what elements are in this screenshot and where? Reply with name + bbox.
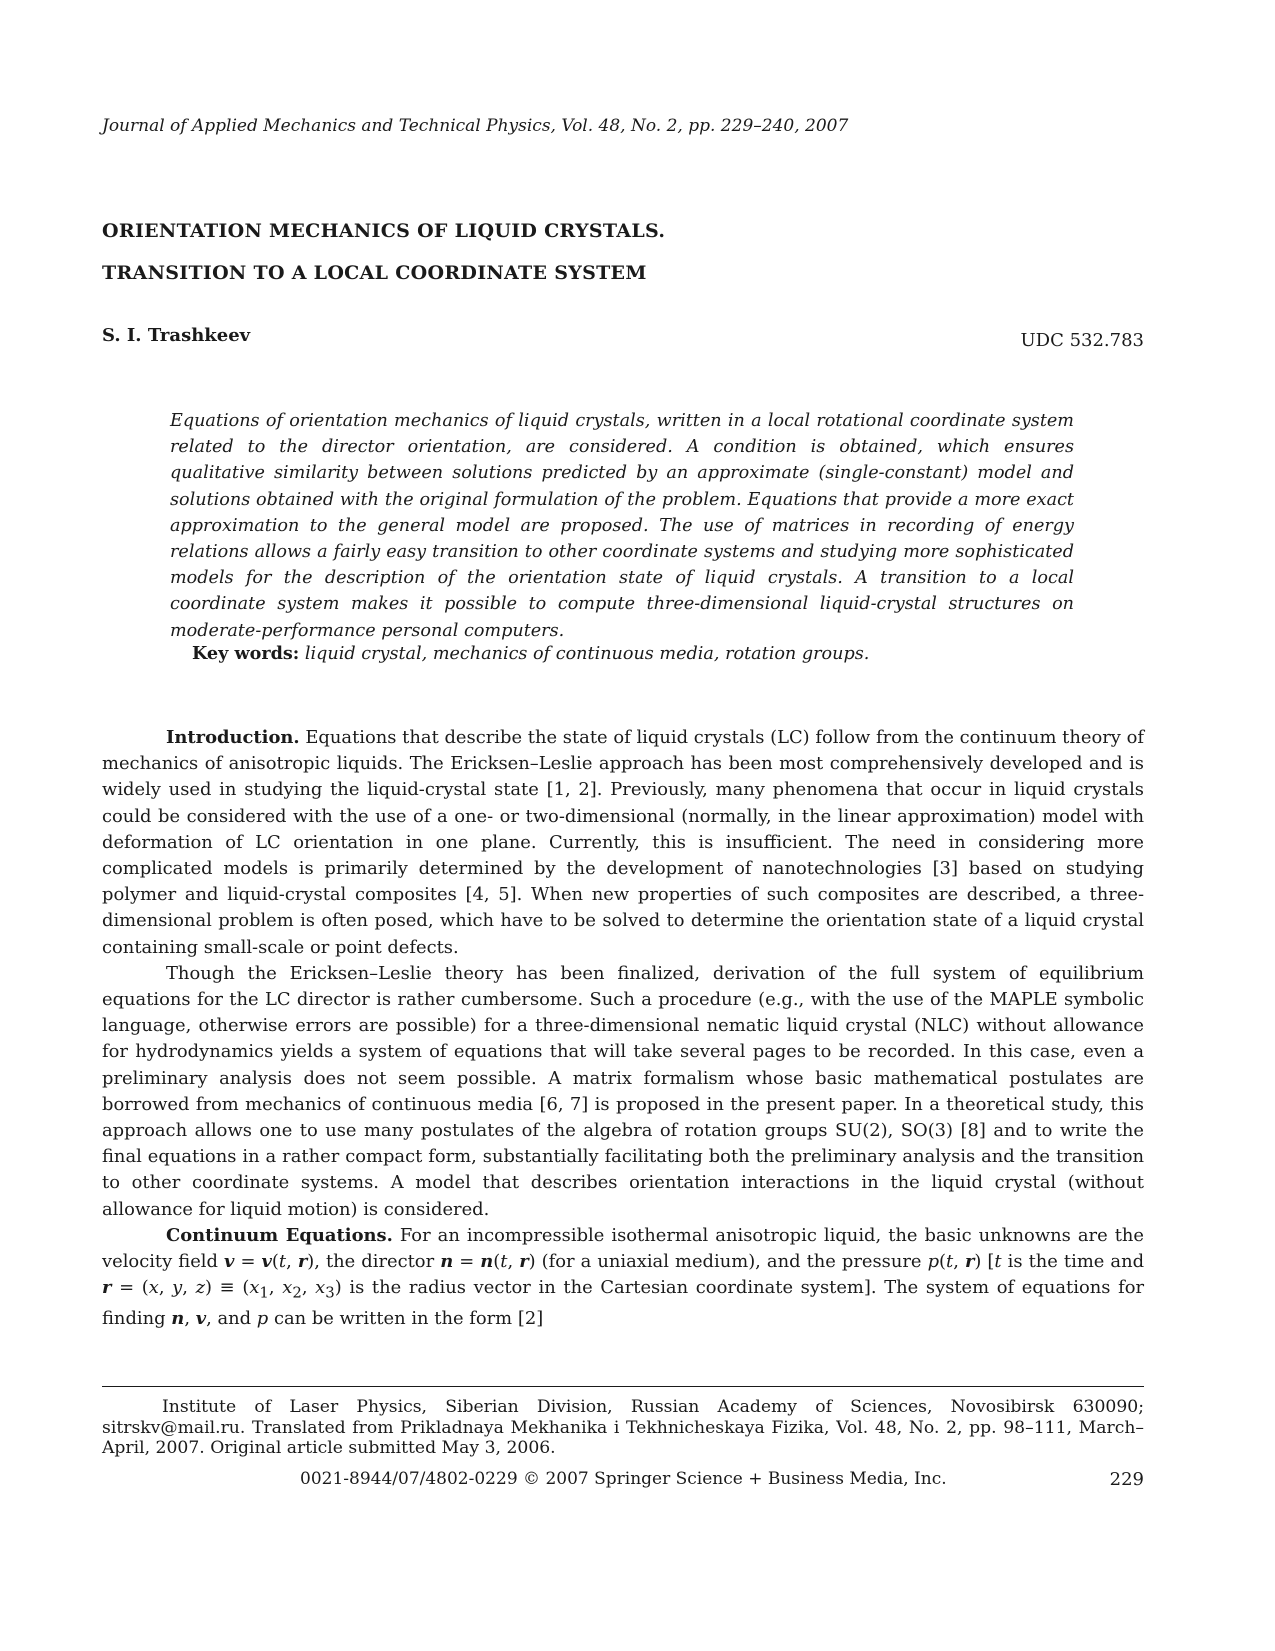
keywords-label: Key words: — [192, 643, 300, 664]
heading-introduction: Introduction. — [166, 727, 300, 748]
keywords-text: liquid crystal, mechanics of continuous media, rotation groups. — [304, 644, 870, 664]
page-number: 229 — [1109, 1469, 1144, 1490]
author: S. I. Trashkeev — [102, 325, 251, 346]
body-text — [102, 725, 1144, 1332]
copyright-line: 0021-8944/07/4802-0229 © 2007 Springer Science + Business Media, Inc. — [300, 1469, 947, 1489]
footnote — [102, 1397, 1144, 1459]
keywords — [192, 643, 869, 664]
paper-title-line-2: TRANSITION TO A LOCAL COORDINATE SYSTEM — [102, 262, 647, 284]
heading-continuum-equations: Continuum Equations. — [166, 1224, 393, 1246]
paragraph-introduction — [102, 725, 1144, 961]
paragraph-2: Though the Ericksen–Leslie theory has been finalized, derivation of the full system of equilibrium equations for the LC director is rather cumbersome. Such a procedure (e.g., with the use of the MAPLE symbolic language, otherwise errors are possible) for a three-dimensional nematic liquid crystal (NLC) without allowance for hydrodynamics yields a system of equations that will take several pages to be recorded. In this case, even a preliminary analysis does not seem possible. A matrix formalism whose basic mathematical postulates are borrowed from mechanics of continuous media [6, 7] is proposed in the present paper. In a theoretical study, this approach allows one to use many postulates of the algebra of rotation groups SU(2), SO(3) [8] and to write the final equations in a rather compact form, substantially facilitating both the preliminary analysis and the transition to other coordinate systems. A model that describes orientation interactions in the liquid crystal (without allowance for liquid motion) is considered. — [102, 962, 1144, 1220]
footnote-text: Institute of Laser Physics, Siberian Division, Russian Academy of Sciences, Novosibirsk 630090; sitrskv@mail.ru. Translated from Prikladnaya Mekhanika i Tekhnicheskaya Fizika, Vol. 48, No. 2, pp. 98–111, March–April, 2007. Original article submitted May 3, 2006. — [102, 1397, 1144, 1458]
udc-code: UDC 532.783 — [1020, 330, 1144, 351]
abstract: Equations of orientation mechanics of liquid crystals, written in a local rotational coordinate system related to the director orientation, are considered. A condition is obtained, which ensures qualitative similarity between solutions predicted by an approximate (single-constant) model and solutions obtained with the original formulation of the problem. Equations that provide a more exact approximation to the general model are proposed. The use of matrices in recording of energy relations allows a fairly easy transition to other coordinate systems and studying more sophisticated models for the description of the orientation state of liquid crystals. A transition to a local coordinate system makes it possible to compute three-dimensional liquid-crystal structures on moderate-performance personal computers. — [170, 411, 1074, 641]
journal-header: Journal of Applied Mechanics and Technical Physics, Vol. 48, No. 2, pp. 229–240, 2007 — [102, 116, 849, 136]
paragraph-continuum: Continuum Equations. For an incompressible isothermal anisotropic liquid, the basic unknowns are the velocity field v = v(t, r), the director n = n(t, r) (for a uniaxial medium), and the pressure p(t, r) [t is the time and r = (x, y, $z) \equiv (x_1$, $x_2$, $x_3$) is the radius vector in the Cartesian coordinate system]. The system of equations for finding n, v, and p can be written in the form [2] — [102, 1224, 1145, 1330]
paper-title-line-1: ORIENTATION MECHANICS OF LIQUID CRYSTALS. — [102, 220, 666, 242]
introduction-text: Equations that describe the state of liquid crystals (LC) follow from the continuum theory of mechanics of anisotropic liquids. The Ericksen–Leslie approach has been most comprehensively developed and is widely used in studying the liquid-crystal state [1, 2]. Previously, many phenomena that occur in liquid crystals could be considered with the use of a one- or two-dimensional (normally, in the linear approximation) model with deformation of LC orientation in one plane. Currently, this is insufficient. The need in considering more complicated models is primarily determined by the development of nanotechnologies [3] based on studying polymer and liquid-crystal composites [4, 5]. When new properties of such composites are described, a three-dimensional problem is often posed, which have to be solved to determine the orientation state of a liquid crystal containing small-scale or point defects. — [102, 727, 1144, 958]
footnote-divider — [102, 1386, 1144, 1387]
